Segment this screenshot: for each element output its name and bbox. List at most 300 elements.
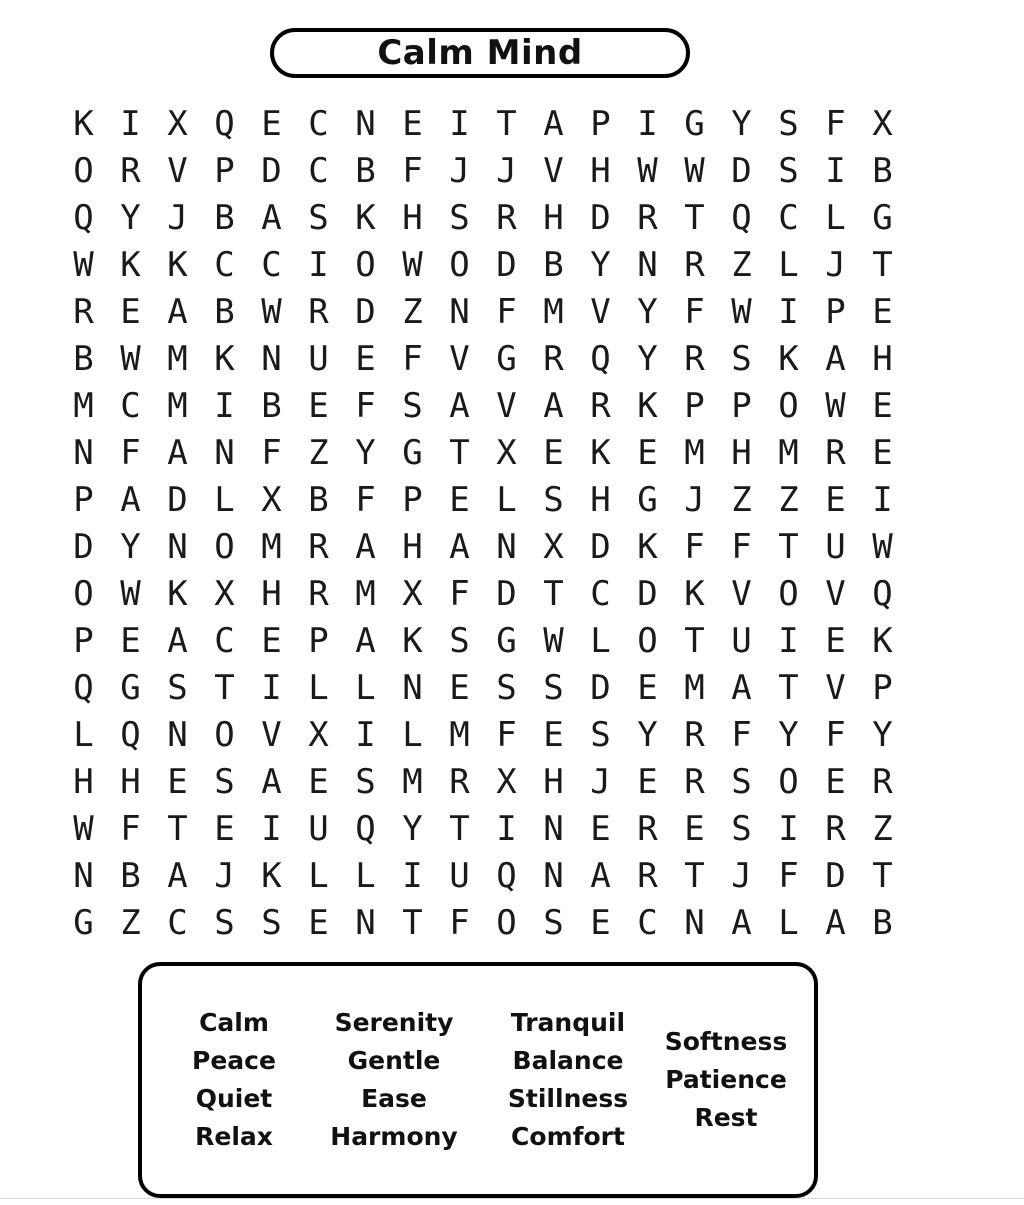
grid-letter[interactable]: R [872, 761, 893, 802]
grid-letter[interactable]: H [543, 197, 564, 238]
grid-letter[interactable]: Z [120, 902, 141, 943]
grid-letter[interactable]: N [402, 667, 423, 708]
grid-letter[interactable]: R [637, 855, 658, 896]
grid-letter[interactable]: A [825, 902, 846, 943]
grid-letter[interactable]: S [731, 808, 752, 849]
grid-letter[interactable]: Y [637, 338, 658, 379]
grid-letter[interactable]: R [308, 573, 329, 614]
grid-letter[interactable]: Q [496, 855, 517, 896]
grid-letter[interactable]: Z [872, 808, 893, 849]
grid-letter[interactable]: I [778, 291, 799, 332]
grid-letter[interactable]: A [731, 902, 752, 943]
grid-letter[interactable]: R [684, 244, 705, 285]
grid-letter[interactable]: I [637, 103, 658, 144]
grid-letter[interactable]: Z [731, 244, 752, 285]
grid-letter[interactable]: F [402, 150, 423, 191]
grid-letter[interactable]: D [731, 150, 752, 191]
grid-letter[interactable]: W [402, 244, 423, 285]
grid-letter[interactable]: D [496, 244, 517, 285]
grid-letter[interactable]: L [214, 479, 235, 520]
grid-letter[interactable]: F [355, 385, 376, 426]
grid-letter[interactable]: E [308, 761, 329, 802]
grid-letter[interactable]: D [825, 855, 846, 896]
grid-letter[interactable]: L [355, 855, 376, 896]
grid-letter[interactable]: E [402, 103, 423, 144]
grid-letter[interactable]: U [449, 855, 470, 896]
grid-letter[interactable]: I [778, 620, 799, 661]
grid-letter[interactable]: R [543, 338, 564, 379]
grid-letter[interactable]: P [402, 479, 423, 520]
grid-letter[interactable]: F [684, 526, 705, 567]
grid-letter[interactable]: S [590, 714, 611, 755]
grid-letter[interactable]: X [261, 479, 282, 520]
grid-letter[interactable]: O [778, 761, 799, 802]
grid-letter[interactable]: Q [590, 338, 611, 379]
grid-letter[interactable]: N [355, 902, 376, 943]
grid-letter[interactable]: A [590, 855, 611, 896]
grid-letter[interactable]: S [543, 667, 564, 708]
grid-letter[interactable]: W [872, 526, 893, 567]
grid-letter[interactable]: C [167, 902, 188, 943]
grid-letter[interactable]: S [496, 667, 517, 708]
grid-letter[interactable]: J [684, 479, 705, 520]
grid-letter[interactable]: H [590, 150, 611, 191]
grid-letter[interactable]: R [496, 197, 517, 238]
grid-letter[interactable]: E [825, 620, 846, 661]
grid-letter[interactable]: K [637, 526, 658, 567]
grid-letter[interactable]: O [355, 244, 376, 285]
grid-letter[interactable]: I [261, 808, 282, 849]
grid-letter[interactable]: F [449, 573, 470, 614]
grid-letter[interactable]: C [120, 385, 141, 426]
grid-letter[interactable]: W [684, 150, 705, 191]
grid-letter[interactable]: V [496, 385, 517, 426]
grid-letter[interactable]: M [355, 573, 376, 614]
grid-letter[interactable]: N [684, 902, 705, 943]
grid-letter[interactable]: Z [308, 432, 329, 473]
grid-letter[interactable]: E [825, 761, 846, 802]
grid-letter[interactable]: H [543, 761, 564, 802]
grid-letter[interactable]: U [308, 808, 329, 849]
grid-letter[interactable]: H [590, 479, 611, 520]
grid-letter[interactable]: E [543, 714, 564, 755]
grid-letter[interactable]: D [167, 479, 188, 520]
grid-letter[interactable]: K [402, 620, 423, 661]
grid-letter[interactable]: P [590, 103, 611, 144]
grid-letter[interactable]: H [261, 573, 282, 614]
grid-letter[interactable]: N [214, 432, 235, 473]
grid-letter[interactable]: I [402, 855, 423, 896]
grid-letter[interactable]: S [731, 338, 752, 379]
grid-letter[interactable]: N [167, 714, 188, 755]
grid-letter[interactable]: W [261, 291, 282, 332]
grid-letter[interactable]: R [308, 526, 329, 567]
grid-letter[interactable]: H [120, 761, 141, 802]
grid-letter[interactable]: C [261, 244, 282, 285]
grid-letter[interactable]: W [731, 291, 752, 332]
grid-letter[interactable]: W [120, 573, 141, 614]
grid-letter[interactable]: F [261, 432, 282, 473]
grid-letter[interactable]: E [261, 103, 282, 144]
grid-letter[interactable]: D [590, 526, 611, 567]
grid-letter[interactable]: C [778, 197, 799, 238]
grid-letter[interactable]: N [261, 338, 282, 379]
grid-letter[interactable]: X [214, 573, 235, 614]
grid-letter[interactable]: B [872, 150, 893, 191]
grid-letter[interactable]: C [214, 620, 235, 661]
grid-letter[interactable]: T [684, 620, 705, 661]
grid-letter[interactable]: N [73, 432, 94, 473]
grid-letter[interactable]: E [308, 385, 329, 426]
grid-letter[interactable]: S [214, 761, 235, 802]
grid-letter[interactable]: W [73, 244, 94, 285]
grid-letter[interactable]: I [825, 150, 846, 191]
grid-letter[interactable]: N [449, 291, 470, 332]
grid-letter[interactable]: F [731, 526, 752, 567]
grid-letter[interactable]: O [73, 150, 94, 191]
grid-letter[interactable]: S [449, 620, 470, 661]
grid-letter[interactable]: M [684, 667, 705, 708]
grid-letter[interactable]: E [355, 338, 376, 379]
grid-letter[interactable]: Y [120, 526, 141, 567]
grid-letter[interactable]: D [590, 197, 611, 238]
grid-letter[interactable]: B [261, 385, 282, 426]
grid-letter[interactable]: P [825, 291, 846, 332]
grid-letter[interactable]: P [73, 479, 94, 520]
grid-letter[interactable]: J [214, 855, 235, 896]
grid-letter[interactable]: E [872, 432, 893, 473]
grid-letter[interactable]: I [778, 808, 799, 849]
grid-letter[interactable]: V [449, 338, 470, 379]
grid-letter[interactable]: K [684, 573, 705, 614]
grid-letter[interactable]: I [355, 714, 376, 755]
grid-letter[interactable]: F [449, 902, 470, 943]
grid-letter[interactable]: J [825, 244, 846, 285]
grid-letter[interactable]: K [167, 244, 188, 285]
grid-letter[interactable]: F [355, 479, 376, 520]
grid-letter[interactable]: A [543, 103, 564, 144]
grid-letter[interactable]: Q [214, 103, 235, 144]
grid-letter[interactable]: G [496, 338, 517, 379]
grid-letter[interactable]: E [167, 761, 188, 802]
grid-letter[interactable]: J [167, 197, 188, 238]
grid-letter[interactable]: G [684, 103, 705, 144]
grid-letter[interactable]: C [308, 150, 329, 191]
grid-letter[interactable]: K [872, 620, 893, 661]
grid-letter[interactable]: T [684, 855, 705, 896]
grid-letter[interactable]: H [731, 432, 752, 473]
grid-letter[interactable]: R [120, 150, 141, 191]
grid-letter[interactable]: I [308, 244, 329, 285]
grid-letter[interactable]: R [684, 338, 705, 379]
grid-letter[interactable]: A [261, 761, 282, 802]
grid-letter[interactable]: I [261, 667, 282, 708]
grid-letter[interactable]: F [496, 291, 517, 332]
grid-letter[interactable]: E [637, 761, 658, 802]
grid-letter[interactable]: T [872, 855, 893, 896]
grid-letter[interactable]: O [778, 385, 799, 426]
grid-letter[interactable]: Q [73, 667, 94, 708]
grid-letter[interactable]: C [637, 902, 658, 943]
grid-letter[interactable]: M [73, 385, 94, 426]
grid-letter[interactable]: G [637, 479, 658, 520]
grid-letter[interactable]: F [778, 855, 799, 896]
grid-letter[interactable]: T [496, 103, 517, 144]
grid-letter[interactable]: J [590, 761, 611, 802]
grid-letter[interactable]: Y [590, 244, 611, 285]
grid-letter[interactable]: W [120, 338, 141, 379]
grid-letter[interactable]: S [449, 197, 470, 238]
grid-letter[interactable]: R [637, 197, 658, 238]
grid-letter[interactable]: T [872, 244, 893, 285]
grid-letter[interactable]: V [825, 573, 846, 614]
grid-letter[interactable]: T [449, 808, 470, 849]
grid-letter[interactable]: E [261, 620, 282, 661]
grid-letter[interactable]: M [778, 432, 799, 473]
grid-letter[interactable]: L [402, 714, 423, 755]
grid-letter[interactable]: I [872, 479, 893, 520]
grid-letter[interactable]: E [449, 479, 470, 520]
grid-letter[interactable]: P [308, 620, 329, 661]
grid-letter[interactable]: R [449, 761, 470, 802]
grid-letter[interactable]: E [590, 808, 611, 849]
grid-letter[interactable]: X [543, 526, 564, 567]
grid-letter[interactable]: C [214, 244, 235, 285]
grid-letter[interactable]: T [402, 902, 423, 943]
grid-letter[interactable]: Q [872, 573, 893, 614]
grid-letter[interactable]: K [214, 338, 235, 379]
grid-letter[interactable]: X [167, 103, 188, 144]
grid-letter[interactable]: R [637, 808, 658, 849]
grid-letter[interactable]: I [214, 385, 235, 426]
grid-letter[interactable]: L [496, 479, 517, 520]
grid-letter[interactable]: M [449, 714, 470, 755]
grid-letter[interactable]: H [872, 338, 893, 379]
grid-letter[interactable]: R [684, 714, 705, 755]
grid-letter[interactable]: E [120, 291, 141, 332]
grid-letter[interactable]: W [543, 620, 564, 661]
grid-letter[interactable]: K [73, 103, 94, 144]
grid-letter[interactable]: G [73, 902, 94, 943]
grid-letter[interactable]: T [778, 526, 799, 567]
grid-letter[interactable]: E [214, 808, 235, 849]
grid-letter[interactable]: S [167, 667, 188, 708]
grid-letter[interactable]: O [73, 573, 94, 614]
grid-letter[interactable]: E [637, 432, 658, 473]
grid-letter[interactable]: L [355, 667, 376, 708]
grid-letter[interactable]: P [872, 667, 893, 708]
grid-letter[interactable]: K [120, 244, 141, 285]
grid-letter[interactable]: A [543, 385, 564, 426]
grid-letter[interactable]: O [778, 573, 799, 614]
grid-letter[interactable]: W [825, 385, 846, 426]
grid-letter[interactable]: P [731, 385, 752, 426]
grid-letter[interactable]: Y [120, 197, 141, 238]
grid-letter[interactable]: E [120, 620, 141, 661]
grid-letter[interactable]: A [449, 526, 470, 567]
grid-letter[interactable]: I [120, 103, 141, 144]
grid-letter[interactable]: C [308, 103, 329, 144]
grid-letter[interactable]: G [872, 197, 893, 238]
grid-letter[interactable]: R [73, 291, 94, 332]
grid-letter[interactable]: Q [731, 197, 752, 238]
grid-letter[interactable]: E [872, 385, 893, 426]
grid-letter[interactable]: Z [778, 479, 799, 520]
grid-letter[interactable]: A [120, 479, 141, 520]
grid-letter[interactable]: R [308, 291, 329, 332]
grid-letter[interactable]: X [402, 573, 423, 614]
grid-letter[interactable]: V [590, 291, 611, 332]
grid-letter[interactable]: O [214, 714, 235, 755]
grid-letter[interactable]: T [684, 197, 705, 238]
grid-letter[interactable]: Y [402, 808, 423, 849]
grid-letter[interactable]: F [496, 714, 517, 755]
grid-letter[interactable]: D [355, 291, 376, 332]
grid-letter[interactable]: L [73, 714, 94, 755]
grid-letter[interactable]: S [308, 197, 329, 238]
grid-letter[interactable]: R [825, 432, 846, 473]
grid-letter[interactable]: H [402, 526, 423, 567]
grid-letter[interactable]: T [167, 808, 188, 849]
grid-letter[interactable]: L [308, 667, 329, 708]
grid-letter[interactable]: J [731, 855, 752, 896]
grid-letter[interactable]: Q [73, 197, 94, 238]
grid-letter[interactable]: B [543, 244, 564, 285]
grid-letter[interactable]: X [496, 432, 517, 473]
grid-letter[interactable]: K [637, 385, 658, 426]
grid-letter[interactable]: F [825, 714, 846, 755]
grid-letter[interactable]: D [73, 526, 94, 567]
grid-letter[interactable]: V [543, 150, 564, 191]
grid-letter[interactable]: G [120, 667, 141, 708]
grid-letter[interactable]: E [590, 902, 611, 943]
grid-letter[interactable]: N [637, 244, 658, 285]
grid-letter[interactable]: P [73, 620, 94, 661]
grid-letter[interactable]: A [449, 385, 470, 426]
grid-letter[interactable]: V [261, 714, 282, 755]
grid-letter[interactable]: M [543, 291, 564, 332]
grid-letter[interactable]: E [872, 291, 893, 332]
grid-letter[interactable]: A [167, 855, 188, 896]
grid-letter[interactable]: A [167, 620, 188, 661]
grid-letter[interactable]: J [496, 150, 517, 191]
grid-letter[interactable]: S [778, 103, 799, 144]
grid-letter[interactable]: M [167, 385, 188, 426]
grid-letter[interactable]: F [825, 103, 846, 144]
grid-letter[interactable]: T [214, 667, 235, 708]
grid-letter[interactable]: V [825, 667, 846, 708]
grid-letter[interactable]: K [167, 573, 188, 614]
grid-letter[interactable]: E [449, 667, 470, 708]
grid-letter[interactable]: O [214, 526, 235, 567]
grid-letter[interactable]: S [402, 385, 423, 426]
grid-letter[interactable]: E [825, 479, 846, 520]
grid-letter[interactable]: Y [778, 714, 799, 755]
grid-letter[interactable]: N [73, 855, 94, 896]
grid-letter[interactable]: F [120, 808, 141, 849]
grid-letter[interactable]: U [308, 338, 329, 379]
grid-letter[interactable]: S [355, 761, 376, 802]
grid-letter[interactable]: L [778, 902, 799, 943]
grid-letter[interactable]: B [120, 855, 141, 896]
grid-letter[interactable]: B [214, 197, 235, 238]
grid-letter[interactable]: M [684, 432, 705, 473]
grid-letter[interactable]: R [825, 808, 846, 849]
grid-letter[interactable]: Y [872, 714, 893, 755]
grid-letter[interactable]: N [543, 855, 564, 896]
grid-letter[interactable]: S [543, 902, 564, 943]
grid-letter[interactable]: U [731, 620, 752, 661]
grid-letter[interactable]: O [449, 244, 470, 285]
grid-letter[interactable]: V [167, 150, 188, 191]
grid-letter[interactable]: Q [355, 808, 376, 849]
grid-letter[interactable]: L [308, 855, 329, 896]
grid-letter[interactable]: T [543, 573, 564, 614]
grid-letter[interactable]: L [778, 244, 799, 285]
grid-letter[interactable]: B [308, 479, 329, 520]
grid-letter[interactable]: S [543, 479, 564, 520]
grid-letter[interactable]: B [73, 338, 94, 379]
grid-letter[interactable]: N [167, 526, 188, 567]
grid-letter[interactable]: E [684, 808, 705, 849]
grid-letter[interactable]: D [261, 150, 282, 191]
grid-letter[interactable]: A [355, 620, 376, 661]
grid-letter[interactable]: Q [120, 714, 141, 755]
grid-letter[interactable]: P [214, 150, 235, 191]
grid-letter[interactable]: E [543, 432, 564, 473]
grid-letter[interactable]: W [637, 150, 658, 191]
grid-letter[interactable]: G [496, 620, 517, 661]
grid-letter[interactable]: R [590, 385, 611, 426]
grid-letter[interactable]: M [261, 526, 282, 567]
grid-letter[interactable]: Z [731, 479, 752, 520]
grid-letter[interactable]: I [496, 808, 517, 849]
grid-letter[interactable]: C [590, 573, 611, 614]
grid-letter[interactable]: B [872, 902, 893, 943]
grid-letter[interactable]: S [778, 150, 799, 191]
grid-letter[interactable]: E [637, 667, 658, 708]
grid-letter[interactable]: B [355, 150, 376, 191]
grid-letter[interactable]: D [496, 573, 517, 614]
grid-letter[interactable]: S [261, 902, 282, 943]
grid-letter[interactable]: O [496, 902, 517, 943]
grid-letter[interactable]: F [120, 432, 141, 473]
grid-letter[interactable]: I [449, 103, 470, 144]
grid-letter[interactable]: H [402, 197, 423, 238]
grid-letter[interactable]: M [402, 761, 423, 802]
grid-letter[interactable]: V [731, 573, 752, 614]
grid-letter[interactable]: H [73, 761, 94, 802]
grid-letter[interactable]: G [402, 432, 423, 473]
grid-letter[interactable]: F [731, 714, 752, 755]
grid-letter[interactable]: N [355, 103, 376, 144]
grid-letter[interactable]: T [778, 667, 799, 708]
grid-letter[interactable]: M [167, 338, 188, 379]
grid-letter[interactable]: A [167, 291, 188, 332]
grid-letter[interactable]: K [590, 432, 611, 473]
grid-letter[interactable]: X [496, 761, 517, 802]
grid-letter[interactable]: Z [402, 291, 423, 332]
grid-letter[interactable]: K [355, 197, 376, 238]
grid-letter[interactable]: Y [731, 103, 752, 144]
grid-letter[interactable]: W [73, 808, 94, 849]
grid-letter[interactable]: D [637, 573, 658, 614]
grid-letter[interactable]: X [872, 103, 893, 144]
grid-letter[interactable]: R [684, 761, 705, 802]
grid-letter[interactable]: Y [355, 432, 376, 473]
grid-letter[interactable]: A [731, 667, 752, 708]
grid-letter[interactable]: A [355, 526, 376, 567]
